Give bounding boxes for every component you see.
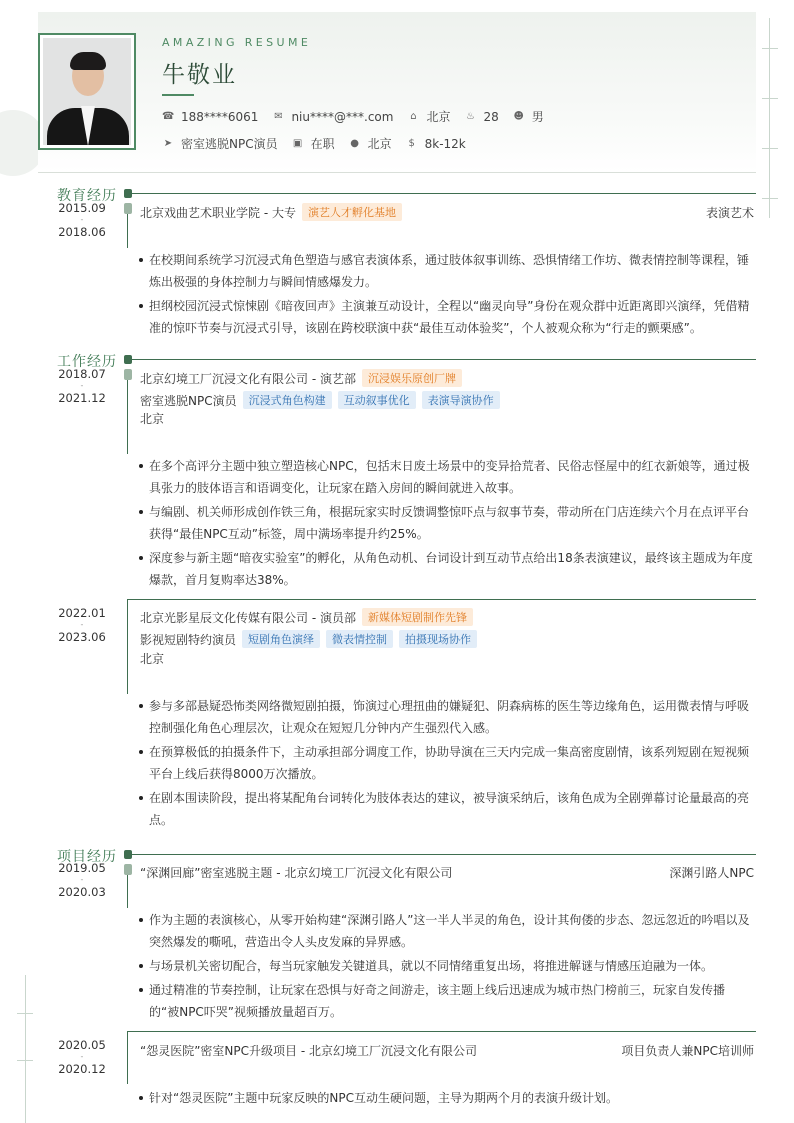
avatar xyxy=(43,38,131,145)
skill-tag: 互动叙事优化 xyxy=(338,391,416,409)
project-name: “深渊回廊”密室逃脱主题 - 北京幻境工厂沉浸文化有限公司 xyxy=(140,866,453,880)
project-bullets xyxy=(139,1087,753,1111)
skill-tag: 表演导演协作 xyxy=(422,391,500,409)
education-entry-head xyxy=(140,203,754,221)
gender-item xyxy=(513,108,544,125)
decor-tick-right-4 xyxy=(762,198,778,199)
date-end: 2023.06 xyxy=(58,630,106,644)
list-item: 在多个高评分主题中独立塑造核心NPC，包括末日废土场景中的变异拾荒者、民俗志怪屋中的红衣新娘等，通过极具张力的肢体语言和语调变化，让玩家在踏入房间的瞬间就进入故事。 xyxy=(139,455,753,499)
send-icon: ➤ xyxy=(163,138,173,149)
project-entry-head xyxy=(140,864,754,881)
role-name: 影视短剧特约演员 xyxy=(140,632,237,647)
section-node xyxy=(124,189,132,198)
work-entry-head xyxy=(140,369,754,387)
date-end: 2018.06 xyxy=(58,225,106,239)
timeline-line xyxy=(127,1031,128,1084)
timeline-line xyxy=(127,599,128,694)
date-separator: - xyxy=(80,875,84,884)
cake-icon: ♨ xyxy=(465,111,475,122)
entry-divider xyxy=(127,1031,756,1032)
decor-tick-left-2 xyxy=(17,1060,33,1061)
entry-divider xyxy=(127,599,756,600)
location-item xyxy=(407,108,450,125)
list-item: 在校期间系统学习沉浸式角色塑造与感官表演体系，通过肢体叙事训练、恐惧情绪工作坊、微表情控制等课程，锤炼出极强的身体控制力与瞬间情感爆发力。 xyxy=(139,249,753,293)
skill-tag: 短剧角色演绎 xyxy=(242,630,320,648)
section-title-work: 工作经历 xyxy=(57,354,117,370)
resume-header xyxy=(38,12,756,173)
project-name: “怨灵医院”密室NPC升级项目 - 北京幻境工厂沉浸文化有限公司 xyxy=(140,1044,477,1058)
job-status-text: 在职 xyxy=(310,137,335,151)
home-icon: ⌂ xyxy=(410,111,417,122)
briefcase-icon: ▣ xyxy=(292,138,303,149)
education-bullets xyxy=(139,249,753,341)
date-separator: - xyxy=(80,620,84,629)
project-bullets xyxy=(139,909,753,1025)
section-title-projects: 项目经历 xyxy=(57,849,117,865)
date-start: 2020.05 xyxy=(58,1038,106,1052)
list-item: 参与多部悬疑恐怖类网络微短剧拍摄，饰演过心理扭曲的嫌疑犯、阴森病栋的医生等边缘角色，运用微表情与呼吸控制强化角色心理层次，让观众在短短几分钟内产生强烈代入感。 xyxy=(139,695,753,739)
gender-text: 男 xyxy=(531,110,544,124)
date-separator: - xyxy=(80,215,84,224)
target-role-item xyxy=(162,135,278,152)
decor-tick-right-1 xyxy=(762,48,778,49)
role-name: 密室逃脱NPC演员 xyxy=(140,393,237,408)
money-icon: $ xyxy=(408,138,415,149)
section-line xyxy=(128,193,756,194)
section-line xyxy=(128,359,756,360)
entry-node xyxy=(124,864,132,875)
target-role-text: 密室逃脱NPC演员 xyxy=(181,137,278,151)
target-city-item xyxy=(349,135,392,152)
age-text: 28 xyxy=(483,109,499,124)
salary-text: 8k-12k xyxy=(424,136,466,151)
work-entry-head xyxy=(140,608,754,626)
skill-tag: 拍摄现场协作 xyxy=(399,630,477,648)
timeline-line xyxy=(127,380,128,454)
timeline-line xyxy=(127,214,128,248)
job-intent-row xyxy=(162,135,480,152)
phone-icon: ☎ xyxy=(162,111,175,122)
resume-tagline: AMAZING RESUME xyxy=(162,36,312,49)
list-item: 担纲校园沉浸式惊悚剧《暗夜回声》主演兼互动设计，全程以“幽灵向导”身份在观众群中近距离即兴演绎，凭借精准的惊吓节奏与沉浸式引导，该剧在跨校联演中获“最佳互动体验奖”，个人被观众称为“行走的颤栗感”。 xyxy=(139,295,753,339)
date-end: 2020.12 xyxy=(58,1062,106,1076)
company-name: 北京幻境工厂沉浸文化有限公司 - 演艺部 xyxy=(140,371,356,386)
name-underline xyxy=(162,94,194,96)
email-icon: ✉ xyxy=(274,111,283,122)
date-start: 2022.01 xyxy=(58,606,106,620)
list-item: 与编剧、机关师形成创作铁三角，根据玩家实时反馈调整惊吓点与叙事节奏，带动所在门店连续六个月在点评平台获得“最佳NPC互动”标签，周中满场率提升约25%。 xyxy=(139,501,753,545)
timeline-line xyxy=(127,875,128,908)
company-name: 北京光影星辰文化传媒有限公司 - 演员部 xyxy=(140,610,356,625)
entry-node xyxy=(124,369,132,380)
list-item: 针对“怨灵医院”主题中玩家反映的NPC互动生硬问题，主导为期两个月的表演升级计划。 xyxy=(139,1087,753,1109)
decor-tick-right-3 xyxy=(762,148,778,149)
work-bullets xyxy=(139,455,753,593)
gender-icon: ☻ xyxy=(513,111,524,122)
location-text: 北京 xyxy=(426,110,451,124)
list-item: 深度参与新主题“暗夜实验室”的孵化，从角色动机、台词设计到互动节点给出18条表演建议，最终该主题成为年度爆款，首月复购率达38%。 xyxy=(139,547,753,591)
date-separator: - xyxy=(80,381,84,390)
project-entry-head xyxy=(140,1042,754,1059)
work-city: 北京 xyxy=(140,652,165,666)
decor-tick-right-2 xyxy=(762,98,778,99)
company-tag: 新媒体短剧制作先锋 xyxy=(362,608,473,626)
section-title-education: 教育经历 xyxy=(57,188,117,204)
phone-text: 188****6061 xyxy=(181,109,259,124)
skill-tag: 微表情控制 xyxy=(326,630,393,648)
date-start: 2015.09 xyxy=(58,201,106,215)
school-name: 北京戏曲艺术职业学院 - 大专 xyxy=(140,205,296,220)
work-bullets xyxy=(139,695,753,833)
contact-row xyxy=(162,108,558,125)
list-item: 作为主题的表演核心，从零开始构建“深渊引路人”这一半人半灵的角色，设计其佝偻的步态、忽远忽近的吟唱以及突然爆发的嘶吼，营造出令人头皮发麻的异界感。 xyxy=(139,909,753,953)
list-item: 在预算极低的拍摄条件下，主动承担部分调度工作，协助导演在三天内完成一集高密度剧情，该系列短剧在短视频平台上线后获得8000万次播放。 xyxy=(139,741,753,785)
skill-tag: 沉浸式角色构建 xyxy=(243,391,332,409)
major-name: 表演艺术 xyxy=(705,205,754,220)
project-role: 深渊引路人NPC xyxy=(669,866,754,880)
email-text: niu****@***.com xyxy=(291,109,394,124)
age-item xyxy=(464,110,498,124)
decor-tick-left-1 xyxy=(17,1013,33,1014)
job-status-item xyxy=(292,135,335,152)
date-start: 2018.07 xyxy=(58,367,106,381)
date-separator: - xyxy=(80,1052,84,1061)
candidate-name: 牛敬业 xyxy=(162,62,237,88)
role-line xyxy=(140,391,500,409)
avatar-frame xyxy=(38,33,136,150)
date-end: 2021.12 xyxy=(58,391,106,405)
list-item: 在剧本围读阶段，提出将某配角台词转化为肢体表达的建议，被导演采纳后，该角色成为全剧弹幕讨论量最高的亮点。 xyxy=(139,787,753,831)
section-node xyxy=(124,850,132,859)
date-start: 2019.05 xyxy=(58,861,106,875)
entry-node xyxy=(124,203,132,214)
list-item: 通过精准的节奏控制，让玩家在恐惧与好奇之间游走，该主题上线后迅速成为城市热门榜前三，玩家自发传播的“被NPC吓哭”视频播放量超百万。 xyxy=(139,979,753,1023)
email-item xyxy=(272,110,393,124)
date-end: 2020.03 xyxy=(58,885,106,899)
list-item: 与场景机关密切配合，每当玩家触发关键道具，就以不同情绪重复出场，将推进解谜与情感压迫融为一体。 xyxy=(139,955,753,977)
school-tag: 演艺人才孵化基地 xyxy=(302,203,402,221)
map-pin-icon: ● xyxy=(350,138,359,149)
project-role: 项目负责人兼NPC培训师 xyxy=(621,1044,754,1058)
company-tag: 沉浸娱乐原创厂牌 xyxy=(362,369,462,387)
phone-item xyxy=(162,110,258,124)
section-node xyxy=(124,355,132,364)
section-line xyxy=(128,854,756,855)
target-city-text: 北京 xyxy=(367,137,392,151)
decor-line-left xyxy=(25,975,26,1123)
work-city: 北京 xyxy=(140,412,165,426)
role-line xyxy=(140,630,477,648)
salary-item xyxy=(406,137,466,151)
